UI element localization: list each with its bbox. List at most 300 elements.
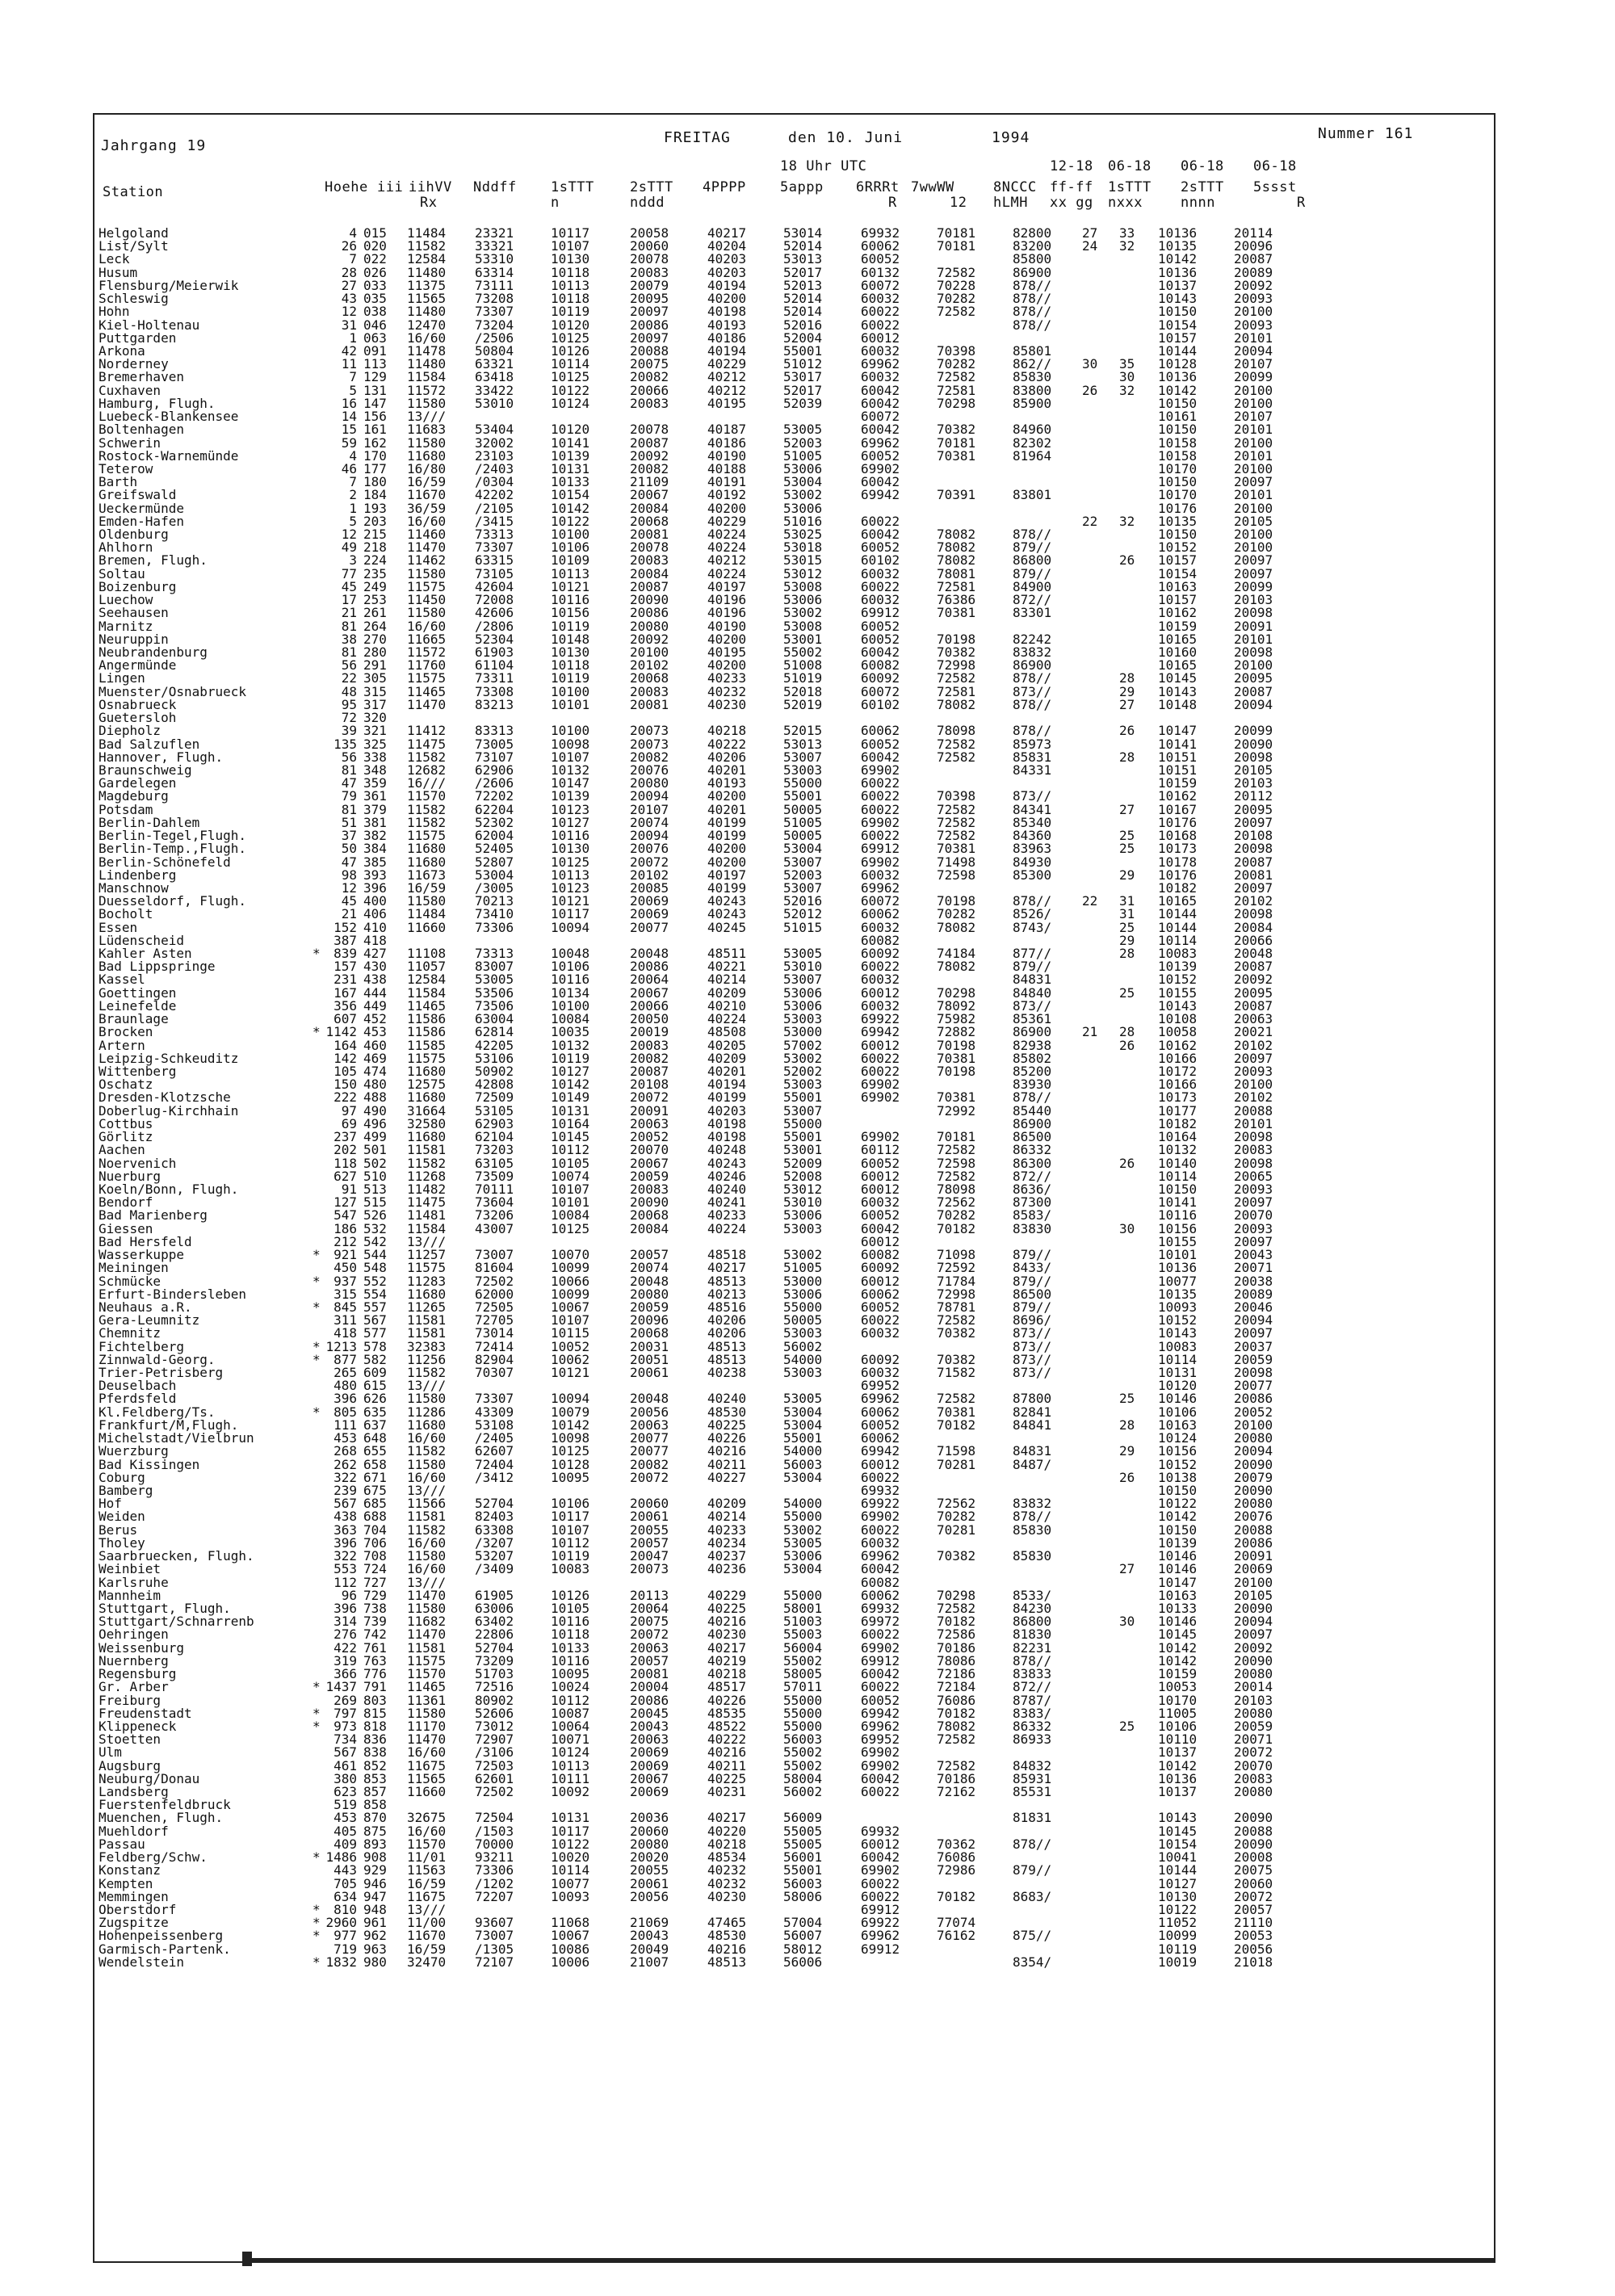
iii: 026 — [363, 264, 387, 280]
1sttt-max: 10141 — [1158, 1194, 1198, 1211]
7wwww: 72586 — [937, 1627, 976, 1643]
1sttt: 10101 — [551, 696, 590, 712]
4pppp: 40240 — [707, 1391, 747, 1407]
iihvv: 11580 — [407, 565, 447, 581]
nddff: 73509 — [475, 1168, 514, 1184]
5appp: 53001 — [783, 1142, 823, 1158]
2sttt: 20019 — [630, 1024, 669, 1040]
1sttt: 10099 — [551, 1286, 590, 1302]
hoehe: 810 — [333, 1902, 357, 1917]
5appp: 52003 — [783, 434, 823, 451]
iii: 490 — [363, 1102, 387, 1119]
4pppp: 40200 — [707, 788, 747, 804]
1sttt-max: 10162 — [1158, 605, 1198, 621]
4pppp: 40188 — [707, 460, 747, 476]
4pppp: 40218 — [707, 723, 747, 739]
7wwww: 70382 — [937, 1548, 976, 1564]
2sttt-min: 20057 — [1234, 1902, 1273, 1917]
iii: 946 — [363, 1875, 387, 1891]
iii: 381 — [363, 814, 387, 830]
iihvv: 16/59 — [407, 1875, 447, 1891]
station-name: Görlitz — [99, 1129, 153, 1145]
2sttt-min: 20080 — [1234, 1430, 1273, 1446]
2sttt: 20052 — [630, 1129, 669, 1145]
hoehe: 268 — [333, 1443, 357, 1459]
5appp: 53008 — [783, 618, 823, 634]
2sttt: 20068 — [630, 670, 669, 686]
station-name: Freudenstadt — [99, 1705, 192, 1721]
7wwww: 72986 — [937, 1862, 976, 1878]
4pppp: 40191 — [707, 474, 747, 490]
1sttt: 10120 — [551, 317, 590, 333]
iii: 513 — [363, 1181, 387, 1197]
2sttt-min: 20014 — [1234, 1679, 1273, 1695]
7wwww: 70381 — [937, 841, 976, 857]
2sttt: 20045 — [630, 1705, 669, 1721]
4pppp: 40232 — [707, 1875, 747, 1891]
iii: 655 — [363, 1443, 387, 1459]
1sttt: 10131 — [551, 460, 590, 476]
1sttt-max: 10170 — [1158, 460, 1198, 476]
1sttt-max: 10142 — [1158, 382, 1198, 398]
ff-gust: 26 — [1119, 1469, 1135, 1485]
8nccc: 878// — [1013, 1089, 1052, 1106]
iihvv: 11/01 — [407, 1849, 447, 1866]
station-name: Meiningen — [99, 1260, 169, 1276]
iihvv: 13/// — [407, 1574, 447, 1590]
2sttt-min: 20094 — [1234, 1443, 1273, 1459]
6rrrt: 60032 — [861, 1325, 900, 1341]
mountain-marker: * — [313, 946, 321, 962]
7wwww: 72998 — [937, 657, 976, 674]
4pppp: 40224 — [707, 527, 747, 543]
5appp: 55000 — [783, 1509, 823, 1525]
6rrrt: 60052 — [861, 1417, 900, 1433]
1sttt-max: 10159 — [1158, 1666, 1198, 1682]
6rrrt: 60022 — [861, 959, 900, 975]
2sttt-min: 20060 — [1234, 1875, 1273, 1891]
hoehe: 1213 — [325, 1338, 357, 1354]
4pppp: 40194 — [707, 277, 747, 293]
iii: 729 — [363, 1587, 387, 1603]
5appp: 53002 — [783, 1247, 823, 1263]
2sttt: 20084 — [630, 1220, 669, 1236]
6rrrt: 60032 — [861, 1534, 900, 1551]
hoehe: 396 — [333, 1391, 357, 1407]
1sttt: 10142 — [551, 1077, 590, 1093]
2sttt-min: 20091 — [1234, 1548, 1273, 1564]
station-name: Neuhaus a.R. — [99, 1299, 192, 1315]
7wwww: 71784 — [937, 1273, 976, 1289]
6rrrt: 69912 — [861, 1652, 900, 1668]
iihvv: 11575 — [407, 1260, 447, 1276]
iii: 161 — [363, 422, 387, 438]
station-name: Duesseldorf, Flugh. — [99, 893, 247, 909]
4pppp: 40230 — [707, 696, 747, 712]
iii: 496 — [363, 1115, 387, 1131]
4pppp: 48530 — [707, 1928, 747, 1944]
1sttt: 10164 — [551, 1115, 590, 1131]
1sttt: 10100 — [551, 997, 590, 1014]
nddff: 63308 — [475, 1522, 514, 1538]
hoehe: 839 — [333, 946, 357, 962]
8nccc: 84840 — [1013, 984, 1052, 1001]
4pppp: 40213 — [707, 1286, 747, 1302]
station-name: Luechow — [99, 592, 153, 608]
1sttt-max: 10154 — [1158, 1836, 1198, 1852]
6rrrt: 69962 — [861, 1548, 900, 1564]
4pppp: 40216 — [707, 1443, 747, 1459]
2sttt: 20059 — [630, 1299, 669, 1315]
1sttt-max: 10178 — [1158, 854, 1198, 870]
8nccc: 878// — [1013, 696, 1052, 712]
2sttt: 20068 — [630, 513, 669, 529]
5appp: 51015 — [783, 919, 823, 935]
2sttt-min: 20101 — [1234, 1115, 1273, 1131]
iihvv: 16/// — [407, 775, 447, 791]
1sttt: 10107 — [551, 1312, 590, 1328]
1sttt-max: 10119 — [1158, 1941, 1198, 1957]
nddff: 42808 — [475, 1077, 514, 1093]
nddff: 62104 — [475, 1129, 514, 1145]
station-name: Potsdam — [99, 801, 153, 817]
5appp: 56003 — [783, 1731, 823, 1748]
iihvv: 11572 — [407, 644, 447, 660]
8nccc: 85830 — [1013, 369, 1052, 385]
8nccc: 878// — [1013, 1836, 1052, 1852]
1sttt: 10122 — [551, 1836, 590, 1852]
2sttt-min: 20097 — [1234, 814, 1273, 830]
hoehe: 81 — [341, 762, 357, 778]
8nccc: 8433/ — [1013, 1260, 1052, 1276]
hoehe: 186 — [333, 1220, 357, 1236]
nddff: 43007 — [475, 1220, 514, 1236]
iihvv: 11584 — [407, 1220, 447, 1236]
5appp: 53004 — [783, 841, 823, 857]
1sttt-max: 10143 — [1158, 291, 1198, 307]
hoehe: 4 — [349, 447, 357, 464]
2sttt: 20094 — [630, 788, 669, 804]
7wwww: 70398 — [937, 342, 976, 359]
hoehe: 96 — [341, 1587, 357, 1603]
2sttt: 20066 — [630, 997, 669, 1014]
iihvv: 12584 — [407, 972, 447, 988]
1sttt: 10098 — [551, 1430, 590, 1446]
1sttt: 10121 — [551, 893, 590, 909]
mountain-marker: * — [313, 1024, 321, 1040]
4pppp: 40224 — [707, 565, 747, 581]
7wwww: 70381 — [937, 1050, 976, 1066]
6rrrt: 60062 — [861, 906, 900, 922]
1sttt-max: 10142 — [1158, 1757, 1198, 1773]
hoehe: 50 — [341, 841, 357, 857]
2sttt: 20058 — [630, 225, 669, 241]
6rrrt: 60022 — [861, 1888, 900, 1904]
nddff: 62906 — [475, 762, 514, 778]
4pppp: 40200 — [707, 841, 747, 857]
1sttt: 10084 — [551, 1207, 590, 1224]
1sttt-max: 10139 — [1158, 1534, 1198, 1551]
iii: 738 — [363, 1600, 387, 1616]
5appp: 58001 — [783, 1600, 823, 1616]
station-name: Weinbiet — [99, 1561, 162, 1577]
iii: 430 — [363, 959, 387, 975]
2sttt: 20083 — [630, 395, 669, 411]
2sttt-min: 20100 — [1234, 1417, 1273, 1433]
iii: 542 — [363, 1233, 387, 1249]
8nccc: 87800 — [1013, 1391, 1052, 1407]
1sttt-max: 10176 — [1158, 867, 1198, 883]
4pppp: 40225 — [707, 1770, 747, 1786]
iii: 361 — [363, 788, 387, 804]
table-row — [99, 1888, 1487, 1904]
4pppp: 40241 — [707, 1194, 747, 1211]
4pppp: 40193 — [707, 775, 747, 791]
hoehe: 164 — [333, 1037, 357, 1053]
5appp: 55002 — [783, 1652, 823, 1668]
station-name: Weiden — [99, 1509, 145, 1525]
iihvv: 11257 — [407, 1247, 447, 1263]
iihvv: 11575 — [407, 670, 447, 686]
nddff: 73007 — [475, 1247, 514, 1263]
hoehe: 276 — [333, 1627, 357, 1643]
2sttt-min: 20093 — [1234, 317, 1273, 333]
1sttt-max: 10137 — [1158, 1784, 1198, 1800]
2sttt-min: 20103 — [1234, 592, 1273, 608]
1sttt: 10118 — [551, 1627, 590, 1643]
hoehe: 105 — [333, 1064, 357, 1079]
hoehe: 973 — [333, 1718, 357, 1734]
iihvv: 11581 — [407, 1325, 447, 1341]
8nccc: 84832 — [1013, 1757, 1052, 1773]
2sttt: 20067 — [630, 1155, 669, 1171]
6rrrt: 60062 — [861, 1430, 900, 1446]
1sttt-max: 11052 — [1158, 1915, 1198, 1931]
ff-gust: 28 — [1119, 749, 1135, 765]
2sttt-min: 20086 — [1234, 1534, 1273, 1551]
7wwww: 70198 — [937, 893, 976, 909]
1sttt-max: 10177 — [1158, 1102, 1198, 1119]
8nccc: 8583/ — [1013, 1207, 1052, 1224]
1sttt: 10118 — [551, 291, 590, 307]
station-name: Hannover, Flugh. — [99, 749, 224, 765]
nddff: 73307 — [475, 304, 514, 320]
iii: 818 — [363, 1718, 387, 1734]
2sttt-min: 20053 — [1234, 1928, 1273, 1944]
2sttt: 20072 — [630, 1089, 669, 1106]
1sttt: 10100 — [551, 527, 590, 543]
nddff: /2403 — [475, 460, 514, 476]
nddff: 53010 — [475, 395, 514, 411]
1sttt-max: 10146 — [1158, 1561, 1198, 1577]
2sttt: 20061 — [630, 1875, 669, 1891]
iii: 577 — [363, 1325, 387, 1341]
station-name: Cuxhaven — [99, 382, 162, 398]
station-name: Trier-Petrisberg — [99, 1365, 224, 1381]
2sttt: 20077 — [630, 1443, 669, 1459]
4pppp: 40201 — [707, 801, 747, 817]
4pppp: 40194 — [707, 1077, 747, 1093]
8nccc: 878// — [1013, 893, 1052, 909]
2sttt: 20091 — [630, 1102, 669, 1119]
1sttt: 10035 — [551, 1024, 590, 1040]
1sttt-max: 10120 — [1158, 1378, 1198, 1394]
4pppp: 40201 — [707, 762, 747, 778]
iihvv: 11465 — [407, 997, 447, 1014]
1sttt: 10132 — [551, 1037, 590, 1053]
5appp: 53007 — [783, 749, 823, 765]
5appp: 58012 — [783, 1941, 823, 1957]
1sttt: 10107 — [551, 1181, 590, 1197]
5appp: 53002 — [783, 487, 823, 503]
iihvv: 16/59 — [407, 879, 447, 896]
4pppp: 40230 — [707, 1888, 747, 1904]
iihvv: 11450 — [407, 592, 447, 608]
5appp: 53006 — [783, 460, 823, 476]
5appp: 53006 — [783, 997, 823, 1014]
7wwww: 72582 — [937, 736, 976, 752]
2sttt: 20084 — [630, 565, 669, 581]
ff-gust: 26 — [1119, 1037, 1135, 1053]
ff-gust: 25 — [1119, 919, 1135, 935]
iihvv: 11660 — [407, 1784, 447, 1800]
6rrrt: 69962 — [861, 1928, 900, 1944]
1sttt-max: 10136 — [1158, 264, 1198, 280]
table-row — [99, 921, 1487, 934]
5appp: 53014 — [783, 225, 823, 241]
5appp: 56003 — [783, 1456, 823, 1472]
2sttt: 20087 — [630, 1064, 669, 1079]
iii: 321 — [363, 723, 387, 739]
station-name: Norderney — [99, 356, 169, 372]
nddff: /1202 — [475, 1875, 514, 1891]
iii: 022 — [363, 251, 387, 267]
4pppp: 40200 — [707, 657, 747, 674]
2sttt-min: 20086 — [1234, 1391, 1273, 1407]
hoehe: 21 — [341, 906, 357, 922]
iii: 418 — [363, 932, 387, 948]
7wwww: 70398 — [937, 788, 976, 804]
station-name: Muehldorf — [99, 1823, 169, 1839]
nddff: 81604 — [475, 1260, 514, 1276]
8nccc: 86900 — [1013, 1115, 1052, 1131]
8nccc: 873// — [1013, 683, 1052, 699]
2sttt-min: 20090 — [1234, 1836, 1273, 1852]
station-name: Braunschweig — [99, 762, 192, 778]
station-name: Bad Salzuflen — [99, 736, 200, 752]
ff-gust: 25 — [1119, 841, 1135, 857]
6rrrt: 60032 — [861, 1194, 900, 1211]
nddff: 73012 — [475, 1718, 514, 1734]
ff-max: 30 — [1082, 356, 1098, 372]
7wwww: 72582 — [937, 264, 976, 280]
4pppp: 40226 — [707, 1430, 747, 1446]
year: 1994 — [992, 129, 1030, 146]
8nccc: 85200 — [1013, 1064, 1052, 1079]
6rrrt: 69902 — [861, 1129, 900, 1145]
4pppp: 40196 — [707, 592, 747, 608]
7wwww: 70186 — [937, 1770, 976, 1786]
ff-gust: 32 — [1119, 238, 1135, 254]
nddff: /2105 — [475, 500, 514, 516]
ff-gust: 30 — [1119, 369, 1135, 385]
4pppp: 40209 — [707, 1050, 747, 1066]
6rrrt: 69902 — [861, 1509, 900, 1525]
8nccc: 878// — [1013, 670, 1052, 686]
1sttt-max: 10151 — [1158, 749, 1198, 765]
2sttt-min: 20076 — [1234, 1509, 1273, 1525]
4pppp: 40199 — [707, 1089, 747, 1106]
1sttt-max: 10127 — [1158, 1875, 1198, 1891]
2sttt-min: 20088 — [1234, 1522, 1273, 1538]
station-name: Puttgarden — [99, 329, 177, 346]
2sttt-min: 20087 — [1234, 683, 1273, 699]
1sttt-max: 10158 — [1158, 434, 1198, 451]
station-name: Frankfurt/M,Flugh. — [99, 1417, 239, 1433]
5appp: 55000 — [783, 775, 823, 791]
station-name: Deuselbach — [99, 1378, 177, 1394]
station-name: Wittenberg — [99, 1064, 177, 1079]
iii: 406 — [363, 906, 387, 922]
1sttt: 10109 — [551, 552, 590, 569]
col-1sttt-sub: n — [551, 195, 560, 211]
6rrrt: 60032 — [861, 565, 900, 581]
5appp: 55000 — [783, 1705, 823, 1721]
station-name: Oehringen — [99, 1627, 169, 1643]
hoehe: 48 — [341, 683, 357, 699]
8nccc: 873// — [1013, 1325, 1052, 1341]
nddff: 33422 — [475, 382, 514, 398]
1sttt: 10116 — [551, 1652, 590, 1668]
4pppp: 40216 — [707, 1744, 747, 1761]
2sttt: 20097 — [630, 304, 669, 320]
8nccc: 878// — [1013, 304, 1052, 320]
2sttt: 20076 — [630, 762, 669, 778]
hoehe: 45 — [341, 893, 357, 909]
1sttt-max: 10159 — [1158, 775, 1198, 791]
2sttt-min: 20080 — [1234, 1784, 1273, 1800]
2sttt: 20031 — [630, 1338, 669, 1354]
2sttt: 20087 — [630, 434, 669, 451]
7wwww: 72581 — [937, 683, 976, 699]
iii: 688 — [363, 1509, 387, 1525]
7wwww: 78781 — [937, 1299, 976, 1315]
1sttt: 10107 — [551, 238, 590, 254]
iii: 857 — [363, 1784, 387, 1800]
ff-gust: 25 — [1119, 1718, 1135, 1734]
station-name: Berus — [99, 1522, 138, 1538]
6rrrt: 60022 — [861, 317, 900, 333]
5appp: 51005 — [783, 447, 823, 464]
7wwww: 72582 — [937, 1168, 976, 1184]
5appp: 53012 — [783, 565, 823, 581]
5appp: 55005 — [783, 1836, 823, 1852]
8nccc: 879// — [1013, 1862, 1052, 1878]
hoehe: 12 — [341, 879, 357, 896]
hoehe: 51 — [341, 814, 357, 830]
iii: 253 — [363, 592, 387, 608]
station-name: Kiel-Holtenau — [99, 317, 200, 333]
2sttt: 20055 — [630, 1862, 669, 1878]
1sttt: 10095 — [551, 1666, 590, 1682]
iihvv: 13/// — [407, 1483, 447, 1498]
nddff: 72505 — [475, 1299, 514, 1315]
1sttt-max: 10142 — [1158, 1509, 1198, 1525]
7wwww: 70298 — [937, 984, 976, 1001]
1sttt-max: 10099 — [1158, 1928, 1198, 1944]
5appp: 53007 — [783, 972, 823, 988]
1sttt: 10133 — [551, 1639, 590, 1656]
